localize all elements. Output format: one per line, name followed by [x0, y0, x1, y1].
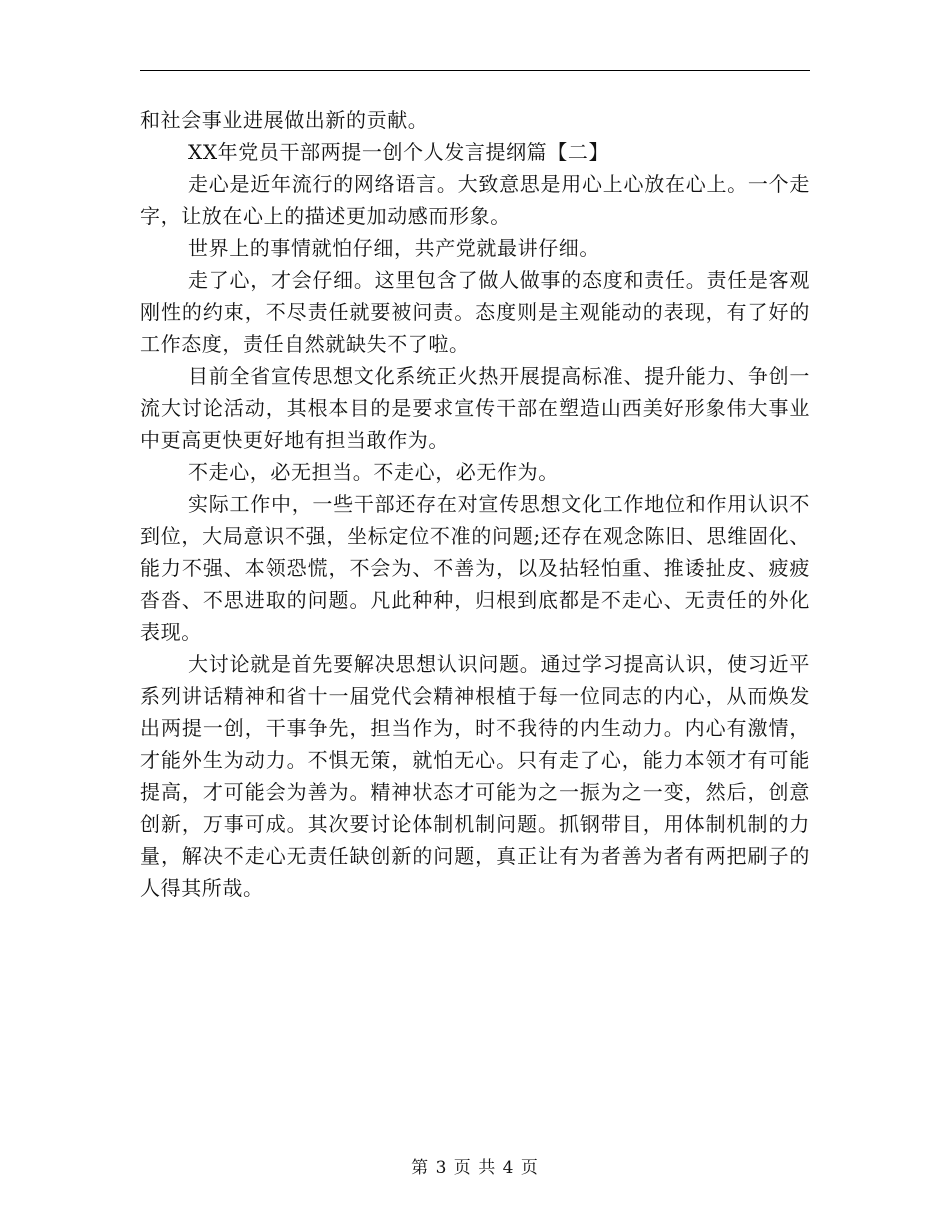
- paragraph: 实际工作中，一些干部还存在对宣传思想文化工作地位和作用认识不到位，大局意识不强，坐标定位不准的问题;还存在观念陈旧、思维固化、能力不强、本领恐慌，不会为、不善为，以及拈轻怕重、推诿扯皮、疲疲沓沓、不思进取的问题。凡此种种，归根到底都是不走心、无责任的外化表现。: [140, 492, 810, 644]
- header-rule: [140, 70, 810, 71]
- paragraph: 不走心，必无担当。不走心，必无作为。: [188, 460, 559, 484]
- paragraph: 走了心，才会仔细。这里包含了做人做事的态度和责任。责任是客观刚性的约束，不尽责任就要被问责。态度则是主观能动的表现，有了好的工作态度，责任自然就缺失不了啦。: [140, 268, 810, 356]
- paragraph: 目前全省宣传思想文化系统正火热开展提高标准、提升能力、争创一流大讨论活动，其根本目的是要求宣传干部在塑造山西美好形象伟大事业中更高更快更好地有担当敢作为。: [140, 364, 810, 452]
- paragraph: 大讨论就是首先要解决思想认识问题。通过学习提高认识，使习近平系列讲话精神和省十一届党代会精神根植于每一位同志的内心，从而焕发出两提一创，干事争先，担当作为，时不我待的内生动力。内心有激情，才能外生为动力。不惧无策，就怕无心。只有走了心，能力本领才有可能提高，才可能会为善为。精神状态才可能为之一振为之一变，然后，创意创新，万事可成。其次要讨论体制机制问题。抓钢带目，用体制机制的力量，解决不走心无责任缺创新的问题，真正让有为者善为者有两把刷子的人得其所哉。: [140, 652, 810, 900]
- paragraph: 世界上的事情就怕仔细，共产党就最讲仔细。: [188, 236, 600, 260]
- section-heading: XX年党员干部两提一创个人发言提纲篇【二】: [188, 140, 610, 164]
- page-number-footer: 第 3 页 共 4 页: [411, 1158, 539, 1178]
- document-body: [140, 104, 810, 904]
- paragraph-continuation: 和社会事业进展做出新的贡献。: [140, 108, 429, 132]
- paragraph: 走心是近年流行的网络语言。大致意思是用心上心放在心上。一个走字，让放在心上的描述更加动感而形象。: [140, 172, 810, 228]
